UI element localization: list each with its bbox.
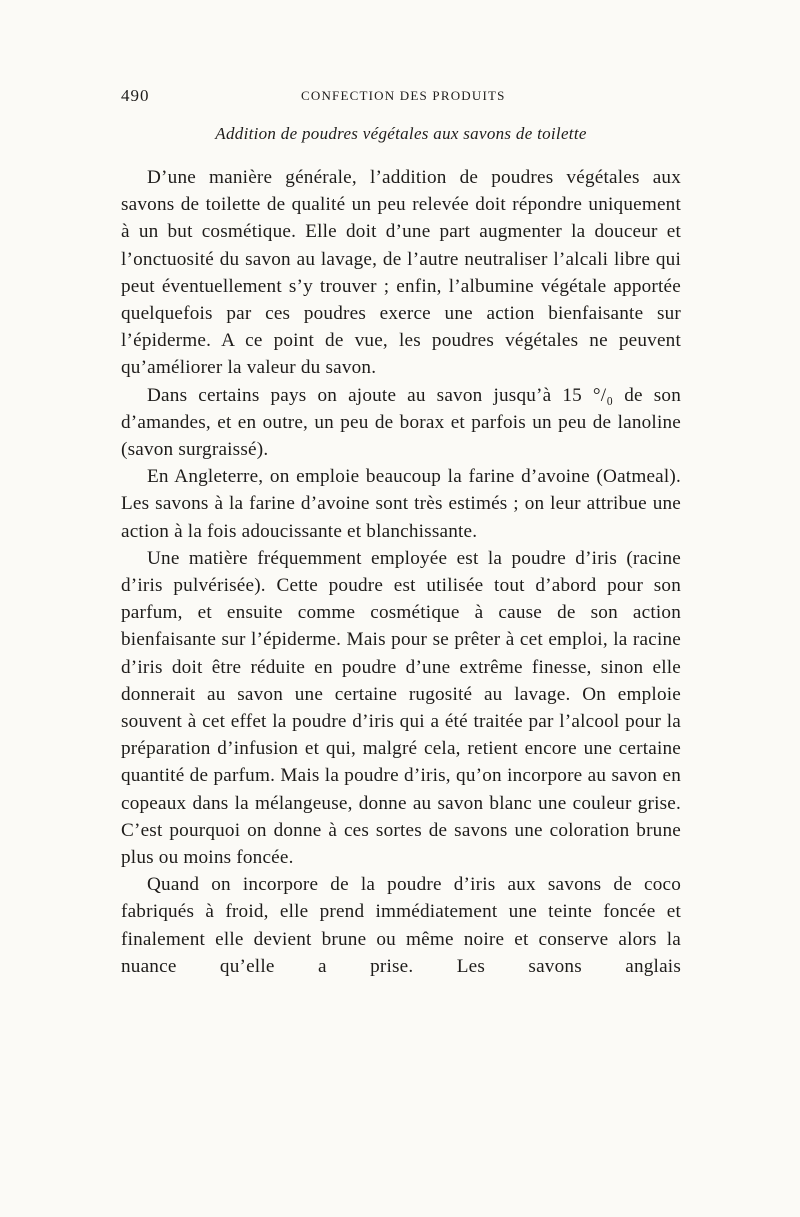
paragraph-general-use: D’une manière générale, l’addition de poudres végétales aux savons de toilette de qualité un peu relevée doit répondre uniquement à un but cosmétique. Elle doit d’une part augmenter la douceur et l’onctuosité du savon au lavage, de l’autre neutraliser l’alcali libre qui peut éventuellement s’y trouver ; enfin, l’albumine végétale apportée quelquefois par ces poudres exerce une action bienfaisante sur l’épiderme. A ce point de vue, les poudres végétales ne peuvent qu’améliorer la valeur du savon. [121,167,681,379]
paragraph-almond-bran: Dans certains pays on ajoute au savon jusqu’à 15 °/₀ de son d’amandes, et en outre, un peu de borax et parfois un peu de lanoline (savon surgraissé). [121,384,681,461]
body-text [121,164,681,980]
page-number: 490 [121,86,150,105]
paragraph-coco-soaps: Quand on incorpore de la poudre d’iris aux savons de coco fabriqués à froid, elle prend immédiatement une teinte foncée et finalement elle devient brune ou même noire et conserve alors la nuance qu’elle a prise. Les savons anglais [121,874,681,977]
paragraph-iris-powder: Une matière fréquemment employée est la poudre d’iris (racine d’iris pulvérisée). Cette poudre est utilisée tout d’abord pour son parfum, et ensuite comme cosmétique à cause de son action bienfaisante sur l’épiderme. Mais pour se prêter à cet emploi, la racine d’iris doit être réduite en poudre d’une extrême finesse, sinon elle donnerait au savon une certaine rugosité au lavage. On emploie souvent à cet effet la poudre d’iris qui a été traitée par l’alcool pour la préparation d’infusion et qui, malgré cela, retient encore une certaine quantité de parfum. Mais la poudre d’iris, qu’on incorpore au savon en copeaux dans la mélangeuse, donne au savon blanc une couleur grise. C’est pourquoi on donne à ces sortes de savons une coloration brune plus ou moins foncée. [121,547,681,869]
running-head [121,86,681,110]
book-page [121,86,681,980]
section-title: Addition de poudres végétales aux savons de toilette [215,124,587,143]
running-title: CONFECTION DES PRODUITS [301,88,506,103]
paragraph-oatmeal: En Angleterre, on emploie beaucoup la farine d’avoine (Oatmeal). Les savons à la farine d’avoine sont très estimés ; on leur attribue une action à la fois adoucissante et blanchissante. [121,466,681,542]
